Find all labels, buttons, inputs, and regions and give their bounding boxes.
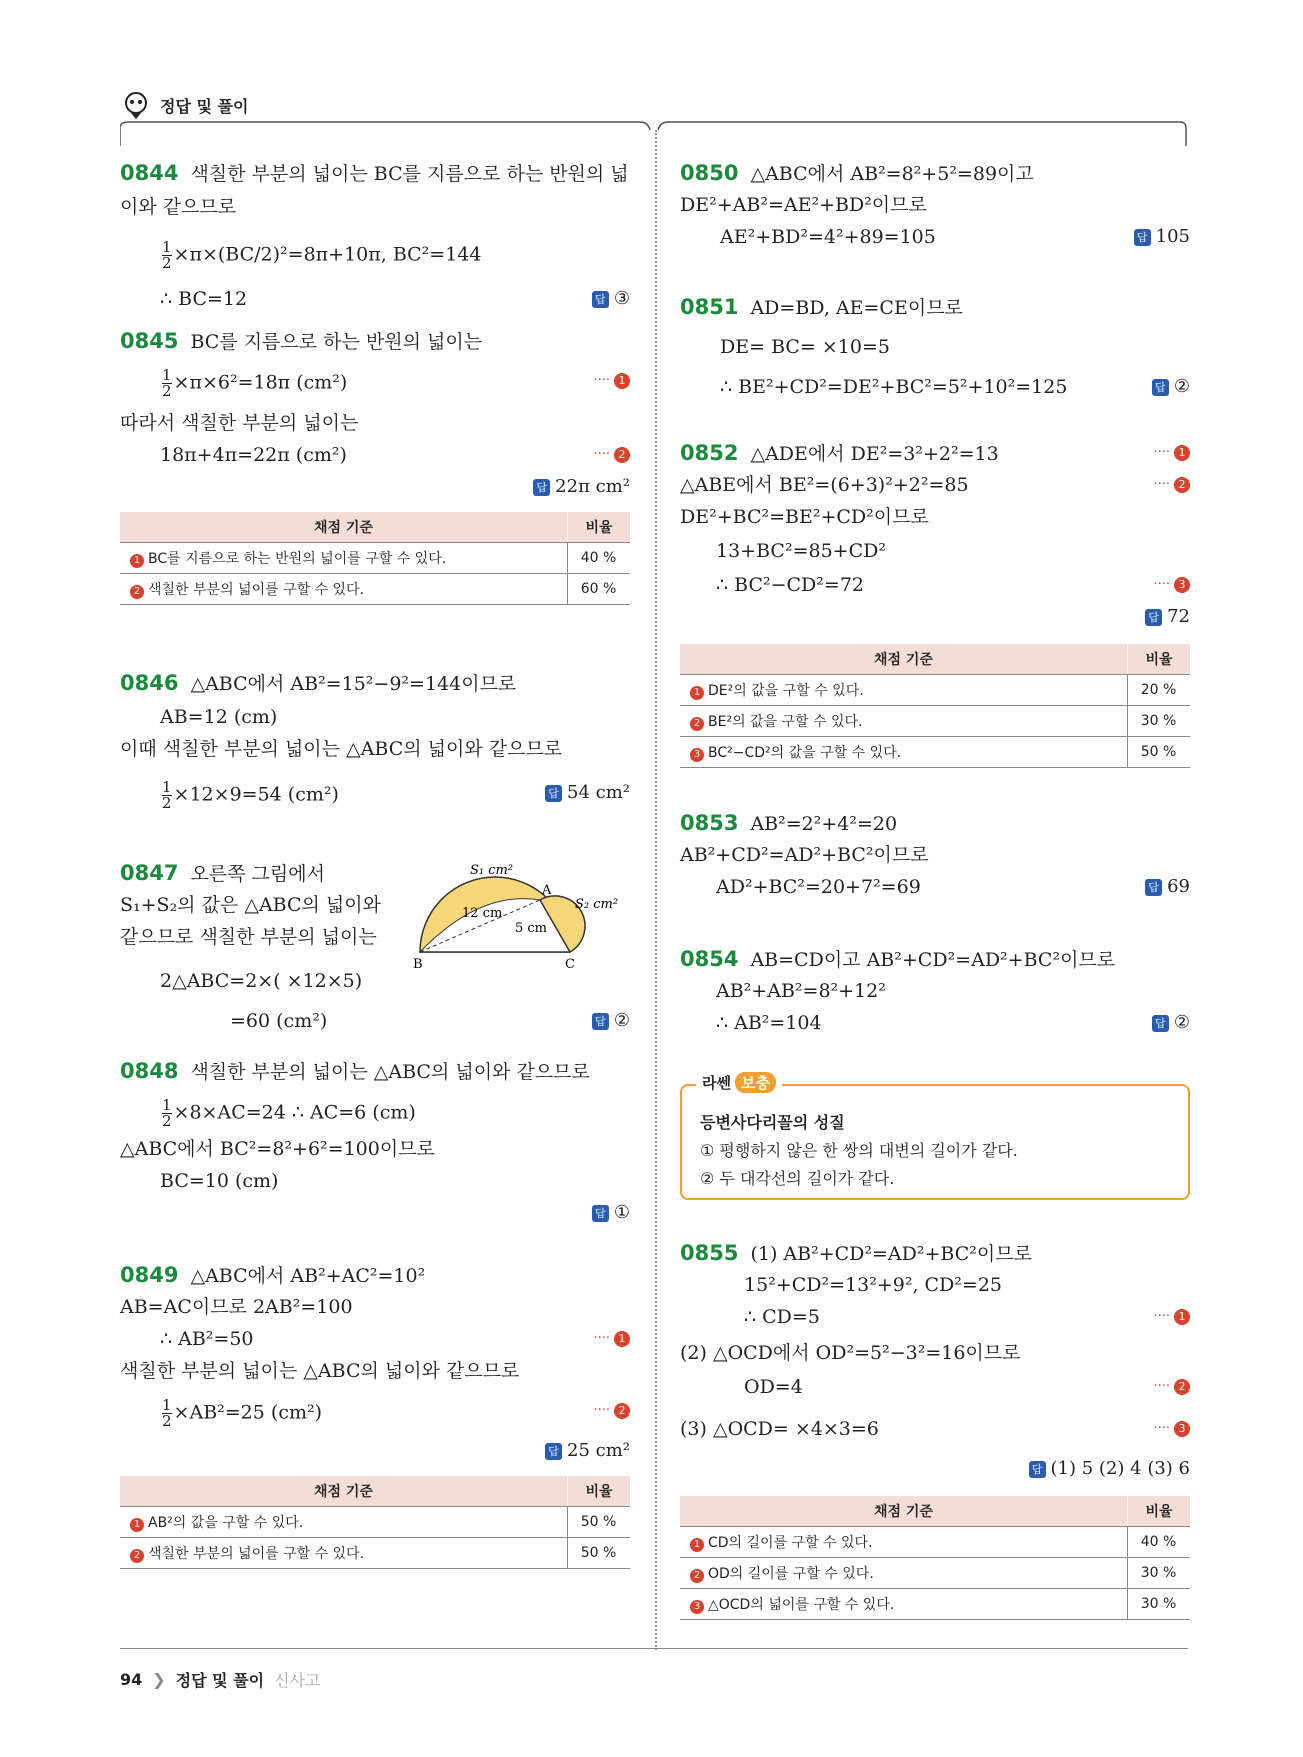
table-row: 3 △OCD의 넓이를 구할 수 있다. 30 % bbox=[680, 1589, 1190, 1620]
problem-line: 2△ABC=2×( ×12×5) bbox=[160, 970, 363, 992]
fraction: $\frac{1}{2}$ bbox=[162, 1096, 172, 1130]
answer: 답 ② bbox=[1152, 374, 1190, 400]
answer-icon: 답 bbox=[1134, 229, 1151, 246]
problem-line: △ABC에서 AB²=15²−9²=144이므로 bbox=[190, 673, 517, 695]
page-number: 94 bbox=[120, 1670, 143, 1689]
answer-icon: 답 bbox=[533, 479, 550, 496]
table-row: 2 색칠한 부분의 넓이를 구할 수 있다. 60 % bbox=[120, 574, 630, 605]
table-row: 1 CD의 길이를 구할 수 있다. 40 % bbox=[680, 1527, 1190, 1558]
problem-number: 0848 bbox=[120, 1059, 179, 1083]
table-row: 1 AB²의 값을 구할 수 있다. 50 % bbox=[120, 1507, 630, 1538]
problem-line: △ADE에서 DE²=3²+2²=13 bbox=[750, 443, 999, 465]
answer: 답 54 cm² bbox=[545, 780, 630, 806]
problem-line: ∴ BE²+CD²=DE²+BC²=5²+10²=125 bbox=[720, 376, 1068, 398]
mascot-icon bbox=[120, 89, 152, 121]
problem-line: △ABE에서 BE²=(6+3)²+2²=85 bbox=[680, 474, 969, 496]
fig-label: 5 cm bbox=[515, 921, 548, 936]
answer: 답 (1) 5 (2) 4 (3) 6 bbox=[1029, 1456, 1190, 1482]
answer: 답 72 bbox=[1145, 604, 1190, 630]
problem-number: 0844 bbox=[120, 161, 179, 185]
step-marker: ···· 1 bbox=[1153, 1304, 1190, 1330]
tip-header: 라쎈 보충 bbox=[696, 1072, 782, 1093]
answer-icon: 답 bbox=[1152, 379, 1169, 396]
problem-number: 0847 bbox=[120, 861, 179, 885]
problem-number: 0855 bbox=[680, 1241, 739, 1265]
problem-number: 0854 bbox=[680, 947, 739, 971]
answer-icon: 답 bbox=[1145, 609, 1162, 626]
problem-number: 0849 bbox=[120, 1263, 179, 1287]
problem-line: ∴ AB²=50 bbox=[160, 1328, 254, 1350]
problem-line: 색칠한 부분의 넓이는 △ABC의 넓이와 같으므로 bbox=[190, 1061, 590, 1083]
step-marker: ···· 2 bbox=[1153, 472, 1190, 498]
footer-label: 정답 및 풀이 bbox=[175, 1671, 265, 1690]
problem-line: OD=4 bbox=[744, 1376, 803, 1398]
problem-line: ×π×(BC/2)²=8π+10π, BC²=144 bbox=[173, 243, 482, 266]
problem-line: △ABC에서 AB²+AC²=10² bbox=[190, 1265, 426, 1287]
page-header bbox=[120, 88, 248, 122]
table-row: 1 DE²의 값을 구할 수 있다. 20 % bbox=[680, 675, 1190, 706]
column-divider bbox=[655, 130, 657, 1650]
problem-line: AB=12 (cm) bbox=[160, 706, 278, 728]
problem-line: (1) AB²+CD²=AD²+BC²이므로 bbox=[750, 1243, 1032, 1265]
tip-item: ① 평행하지 않은 한 쌍의 대변의 길이가 같다. bbox=[700, 1141, 1018, 1160]
answer: 답 ② bbox=[592, 1008, 630, 1034]
answer: 답 ② bbox=[1152, 1010, 1190, 1036]
fig-label: C bbox=[565, 957, 575, 970]
problem-line: ×12×9=54 (cm²) bbox=[173, 783, 339, 806]
problem-line: DE²+AB²=AE²+BD²이므로 bbox=[680, 194, 927, 216]
answer-icon: 답 bbox=[1029, 1461, 1046, 1478]
problem-line: AB²=2²+4²=20 bbox=[750, 813, 898, 835]
step-marker: ···· 3 bbox=[1153, 1416, 1190, 1442]
problem-line: 색칠한 부분의 넓이는 BC를 지름으로 하는 반원의 넓 bbox=[190, 163, 629, 185]
problem-line: (2) △OCD에서 OD²=5²−3²=16이므로 bbox=[680, 1342, 1021, 1364]
problem-line: (3) △OCD= ×4×3=6 bbox=[680, 1418, 879, 1440]
step-marker: ···· 2 bbox=[593, 1398, 630, 1424]
problem-line: 오른쪽 그림에서 bbox=[190, 863, 325, 885]
problem-line: =60 (cm²) bbox=[230, 1010, 328, 1032]
watermark: 신사고 bbox=[274, 1671, 321, 1690]
problem-number: 0853 bbox=[680, 811, 739, 835]
problem-line: AB=CD이고 AB²+CD²=AD²+BC²이므로 bbox=[750, 949, 1116, 971]
problem-line: BC=10 (cm) bbox=[160, 1170, 279, 1192]
answer-icon: 답 bbox=[1145, 879, 1162, 896]
answer-icon: 답 bbox=[545, 785, 562, 802]
problem-line: ∴ BC²−CD²=72 bbox=[716, 574, 865, 596]
answer-icon: 답 bbox=[545, 1443, 562, 1460]
step-marker: ···· 1 bbox=[593, 368, 630, 394]
answer: 답 ③ bbox=[592, 286, 630, 312]
tip-box bbox=[680, 1074, 1190, 1200]
problem-line: AE²+BD²=4²+89=105 bbox=[720, 226, 936, 248]
answer: 답 ① bbox=[592, 1200, 630, 1226]
table-row: 1 BC를 지름으로 하는 반원의 넓이를 구할 수 있다. 40 % bbox=[120, 543, 630, 574]
step-marker: ···· 2 bbox=[593, 442, 630, 468]
problem-line: AB²+AB²=8²+12² bbox=[716, 980, 886, 1002]
problem-line: AD=BD, AE=CE이므로 bbox=[750, 297, 963, 319]
problem-line: DE²+BC²=BE²+CD²이므로 bbox=[680, 506, 929, 528]
answer: 답 25 cm² bbox=[545, 1438, 630, 1464]
grading-table: 채점 기준 비율 1 BC를 지름으로 하는 반원의 넓이를 구할 수 있다. 40 % 2 색칠한 부분의 넓이를 구할 수 있다. 60 % bbox=[120, 512, 630, 605]
footer-rule bbox=[120, 1648, 1188, 1649]
table-row: 3 BC²−CD²의 값을 구할 수 있다. 50 % bbox=[680, 737, 1190, 768]
column-frame bbox=[120, 120, 1188, 148]
problem-line: BC를 지름으로 하는 반원의 넓이는 bbox=[190, 331, 483, 353]
problem-line: 색칠한 부분의 넓이는 △ABC의 넓이와 같으므로 bbox=[120, 1360, 520, 1382]
step-marker: ···· 1 bbox=[593, 1326, 630, 1352]
chevron-right-icon: ❯ bbox=[152, 1670, 166, 1689]
table-row: 2 색칠한 부분의 넓이를 구할 수 있다. 50 % bbox=[120, 1538, 630, 1569]
problem-line: ×π×6²=18π (cm²) bbox=[173, 371, 348, 394]
problem-number: 0851 bbox=[680, 295, 739, 319]
problem-line: AB²+CD²=AD²+BC²이므로 bbox=[680, 844, 929, 866]
answer-icon: 답 bbox=[592, 1205, 609, 1222]
fraction: $\frac{1}{2}$ bbox=[162, 1396, 172, 1430]
answer: 답 22π cm² bbox=[533, 474, 630, 500]
answer-icon: 답 bbox=[592, 291, 609, 308]
problem-line: 15²+CD²=13²+9², CD²=25 bbox=[744, 1274, 1003, 1296]
grading-table: 채점 기준 비율 1 CD의 길이를 구할 수 있다. 40 % 2 OD의 길이를 구할 수 있다. 30 % 3 △OCD의 넓이를 구할 수 있다. 30 % bbox=[680, 1496, 1190, 1620]
answer: 답 105 bbox=[1134, 224, 1190, 250]
problem-line: ×AB²=25 (cm²) bbox=[173, 1401, 323, 1424]
problem-line: ×8×AC=24 ∴ AC=6 (cm) bbox=[173, 1101, 416, 1124]
answer: 답 69 bbox=[1145, 874, 1190, 900]
problem-line: ∴ AB²=104 bbox=[716, 1012, 822, 1034]
step-marker: ···· 3 bbox=[1153, 572, 1190, 598]
fraction: $\frac{1}{2}$ bbox=[162, 366, 172, 400]
problem-line: △ABC에서 BC²=8²+6²=100이므로 bbox=[120, 1138, 435, 1160]
problem-line: 이때 색칠한 부분의 넓이는 △ABC의 넓이와 같으므로 bbox=[120, 738, 563, 760]
fig-label: S₁ cm² bbox=[470, 863, 514, 878]
page-footer bbox=[120, 1668, 320, 1691]
semicircle-figure bbox=[410, 860, 630, 970]
table-row: 2 OD의 길이를 구할 수 있다. 30 % bbox=[680, 1558, 1190, 1589]
problem-line: 이와 같으므로 bbox=[120, 196, 237, 218]
problem-number: 0845 bbox=[120, 329, 179, 353]
fig-label: 12 cm bbox=[462, 906, 503, 921]
fig-label: B bbox=[413, 957, 423, 970]
problem-line: 같으므로 색칠한 부분의 넓이는 bbox=[120, 926, 377, 948]
fraction: $\frac{1}{2}$ bbox=[162, 778, 172, 812]
problem-line: ∴ CD=5 bbox=[744, 1306, 820, 1328]
table-row: 2 BE²의 값을 구할 수 있다. 30 % bbox=[680, 706, 1190, 737]
problem-number: 0850 bbox=[680, 161, 739, 185]
tip-title: 등변사다리꼴의 성질 bbox=[700, 1113, 845, 1132]
problem-number: 0846 bbox=[120, 671, 179, 695]
header-title: 정답 및 풀이 bbox=[160, 96, 249, 116]
problem-line: S₁+S₂의 값은 △ABC의 넓이와 bbox=[120, 894, 381, 916]
grading-table: 채점 기준 비율 1 AB²의 값을 구할 수 있다. 50 % 2 색칠한 부분의 넓이를 구할 수 있다. 50 % bbox=[120, 1476, 630, 1569]
grading-table: 채점 기준 비율 1 DE²의 값을 구할 수 있다. 20 % 2 BE²의 값을 구할 수 있다. 30 % 3 BC²−CD²의 값을 구할 수 있다. 50 % bbox=[680, 644, 1190, 768]
tip-item: ② 두 대각선의 길이가 같다. bbox=[700, 1169, 895, 1188]
problem-line: AD²+BC²=20+7²=69 bbox=[716, 876, 921, 898]
problem-line: 따라서 색칠한 부분의 넓이는 bbox=[120, 412, 359, 434]
problem-line: ∴ BC=12 bbox=[160, 288, 248, 310]
problem-line: AB=AC이므로 2AB²=100 bbox=[120, 1296, 353, 1318]
problem-line: 18π+4π=22π (cm²) bbox=[160, 444, 347, 466]
fig-label: S₂ cm² bbox=[575, 897, 619, 912]
problem-line: DE= BC= ×10=5 bbox=[720, 336, 890, 358]
answer-icon: 답 bbox=[592, 1013, 609, 1030]
answer-icon: 답 bbox=[1152, 1015, 1169, 1032]
fig-label: A bbox=[542, 883, 552, 898]
problem-number: 0852 bbox=[680, 441, 739, 465]
step-marker: ···· 2 bbox=[1153, 1374, 1190, 1400]
fraction: $\frac{1}{2}$ bbox=[162, 238, 172, 272]
problem-line: △ABC에서 AB²=8²+5²=89이고 bbox=[750, 163, 1034, 185]
step-marker: ···· 1 bbox=[1153, 440, 1190, 466]
problem-line: 13+BC²=85+CD² bbox=[716, 540, 886, 562]
